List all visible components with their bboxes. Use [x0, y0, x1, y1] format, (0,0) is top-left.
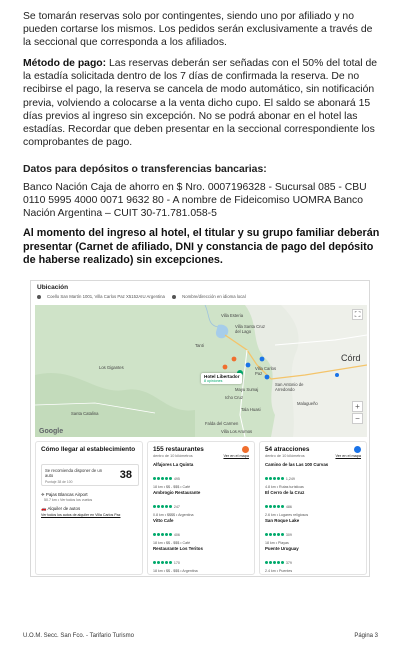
airport-name: Pajas Blancas Airport	[45, 492, 88, 497]
attractions-title: 54 atracciones	[265, 446, 310, 453]
attraction-meta: 18 km • Playas	[265, 541, 289, 546]
address-text: Coello San Martín 1001, Villa Carlos Paz X5152AIU Argentina	[47, 294, 165, 299]
location-screenshot	[30, 280, 370, 577]
metodo-pago-label: Método de pago:	[23, 58, 107, 69]
datos-bancarios-heading: Datos para depósitos o transferencias bancarias:	[23, 164, 267, 175]
rating-bubbles	[265, 551, 285, 569]
location-title: Ubicación	[37, 284, 69, 291]
attractions-map-link[interactable]: Ver en el mapa	[335, 454, 361, 458]
map-marker[interactable]	[335, 373, 339, 377]
map-label: Tala Huasi	[241, 407, 261, 412]
rating-bubbles	[153, 551, 173, 569]
map-label: Malagueño	[297, 401, 318, 406]
review-count: 1,249	[285, 477, 295, 482]
attraction-item[interactable]	[265, 546, 363, 573]
nearby-section	[35, 441, 367, 575]
review-count: 495	[173, 477, 180, 482]
map-label: Villa Santa Cruz del Lago	[235, 324, 265, 334]
metodo-pago-text: Las reservas deberán ser señadas con el 50% del total de la estadía solicitada dentro de los 7 días de confirmada la reserva. De no recibirse el pago, la reserva se cancela de modo automático, sin notificación previa, volviendo a colocarse a la venta dicho cupo. El saldo se abonará 15 días previos al ingreso sin excepción. No se podrá abonar en el hotel las estadías. Recordar que deben presentar en la seccional correspondiente los comprobantes de pago.	[23, 58, 378, 149]
car-rental-item: 🚗 Alquiler de autos	[41, 506, 81, 511]
attraction-name: Puente Uruguay	[265, 546, 299, 551]
attraction-item[interactable]	[265, 490, 363, 517]
rating-bubbles	[153, 523, 173, 541]
attraction-name: San Roque Lake	[265, 518, 300, 523]
map-marker[interactable]	[223, 365, 228, 370]
map-marker[interactable]	[260, 357, 265, 362]
map-label: San Antonio de Arredondo	[275, 382, 304, 392]
restaurant-meta: 0.8 km • $$$$ • Argentina	[153, 513, 194, 518]
globe-icon	[172, 295, 176, 299]
attraction-meta: 2.4 km • Puentes	[265, 569, 293, 574]
airport-item[interactable]: ✈ Pajas Blancas Airport	[41, 492, 88, 497]
address-hint[interactable]: Nombre/dirección en idioma local	[182, 294, 246, 299]
attraction-meta: 2.6 km • Lugares religiosos	[265, 513, 309, 518]
restaurant-name: Vitto Cafe	[153, 518, 174, 523]
map-label: Villa Carlos Paz	[255, 366, 277, 376]
getting-there-card	[35, 441, 143, 575]
restaurant-item[interactable]	[153, 462, 251, 489]
attractions-sub: dentro de 10 kilómetros	[265, 454, 305, 458]
attraction-item[interactable]	[265, 518, 363, 545]
rating-bubbles	[265, 523, 285, 541]
review-count: 247	[173, 505, 180, 510]
restaurant-name: Restaurante Los Teritos	[153, 546, 203, 551]
restaurants-title: 155 restaurantes	[153, 446, 204, 453]
hotel-popup[interactable]	[201, 373, 242, 384]
rating-bubbles	[265, 467, 285, 485]
car-rental-label: Alquiler de autos	[47, 506, 81, 511]
attraction-icon	[354, 446, 361, 453]
map-label: Mayu Sumaj	[235, 387, 259, 392]
map-label: Santa Catalina	[71, 411, 99, 416]
car-recommendation: Se recomienda disponer de un auto	[45, 468, 103, 478]
map-label: Villa Esteria	[221, 313, 244, 318]
review-count: 170	[173, 561, 180, 566]
map-city-label: Córd	[341, 353, 361, 363]
map-label: Tanti	[195, 343, 204, 348]
restaurant-item[interactable]	[153, 490, 251, 517]
map-label: Los Gigantes	[99, 365, 124, 370]
restaurant-meta: 18 km • $$ - $$$ • Café	[153, 485, 191, 490]
attraction-name: El Cerro de la Cruz	[265, 490, 305, 495]
map-label: Falda del Carmen	[205, 421, 239, 426]
zoom-out-button[interactable]: −	[352, 413, 363, 424]
attraction-item[interactable]	[265, 462, 363, 489]
restaurant-item[interactable]	[153, 518, 251, 545]
rating-bubbles	[153, 495, 173, 513]
restaurant-name: Ambrogio Restaurante	[153, 490, 201, 495]
airport-detail[interactable]: 50.7 km • Ver todos los vuelos	[44, 498, 93, 502]
restaurant-icon	[242, 446, 249, 453]
map[interactable]	[35, 305, 367, 437]
review-count: 406	[173, 533, 180, 538]
paragraph-metodo-pago	[23, 57, 383, 149]
restaurant-item[interactable]	[153, 546, 251, 573]
page-number: Página 3	[354, 633, 378, 639]
map-terrain	[35, 305, 367, 437]
paragraph-datos-bancarios: Banco Nación Caja de ahorro en $ Nro. 0007196328 - Sucursal 085 - CBU 0110 5995 4000 0071 9632 80 - A nombre de Fideicomiso UOMRA Banco Nación Argentina – CUIT 30-71.781.058-5	[23, 182, 367, 220]
attraction-meta: 4.8 km • Rutas turísticas	[265, 485, 304, 490]
hotel-reviews: 8 opiniones	[204, 379, 223, 383]
review-count: 486	[285, 505, 292, 510]
pin-icon	[37, 295, 41, 299]
restaurants-map-link[interactable]: Ver en el mapa	[223, 454, 249, 458]
map-label: Icho Cruz	[225, 395, 243, 400]
paragraph-reservas: Se tomarán reservas solo por contingentes, siendo uno por afiliado y no pueden cortarse los mismos. Los pedidos serán exclusivamente a través de la seccional que corresponda a los afiliados.	[23, 11, 373, 49]
walk-score-box	[41, 464, 139, 486]
restaurant-meta: 18 km • $$ - $$$ • Argentina	[153, 569, 198, 574]
attractions-card	[259, 441, 367, 575]
restaurant-meta: 18 km • $$ - $$$ • Café	[153, 541, 191, 546]
attraction-name: Camino de las Las 100 Curvas	[265, 462, 329, 467]
score-note: Puntaje 38 de 100	[45, 480, 73, 484]
review-count: 379	[285, 561, 292, 566]
footer-left: U.O.M. Secc. San Fco. - Tarifario Turismo	[23, 633, 134, 639]
zoom-in-button[interactable]: +	[352, 401, 363, 412]
restaurant-name: Alfajores La Quinta	[153, 462, 194, 467]
car-rental-link[interactable]: Ver todos los autos de alquiler en Villa Carlos Paz	[41, 513, 121, 517]
map-marker[interactable]	[246, 363, 251, 368]
rating-bubbles	[153, 467, 173, 485]
paragraph-ingreso-hotel: Al momento del ingreso al hotel, el titular y su grupo familiar deberán presentar (Carnet de afiliado, DNI y constancia de pago del depósito de haberse realizado) sin excepciones.	[23, 227, 380, 267]
hotel-name: Hotel Libertador	[204, 374, 240, 379]
review-count: 309	[285, 533, 292, 538]
map-label: Villa Los Aromos	[221, 429, 253, 434]
google-logo: Google	[39, 428, 64, 435]
score-value: 38	[119, 469, 132, 481]
location-address	[37, 294, 252, 299]
getting-there-title: Cómo llegar al establecimiento	[41, 446, 136, 453]
restaurants-sub: dentro de 10 kilómetros	[153, 454, 193, 458]
rating-bubbles	[265, 495, 285, 513]
map-marker[interactable]	[232, 357, 237, 362]
restaurants-card	[147, 441, 255, 575]
fullscreen-icon[interactable]: ⛶	[352, 309, 363, 320]
